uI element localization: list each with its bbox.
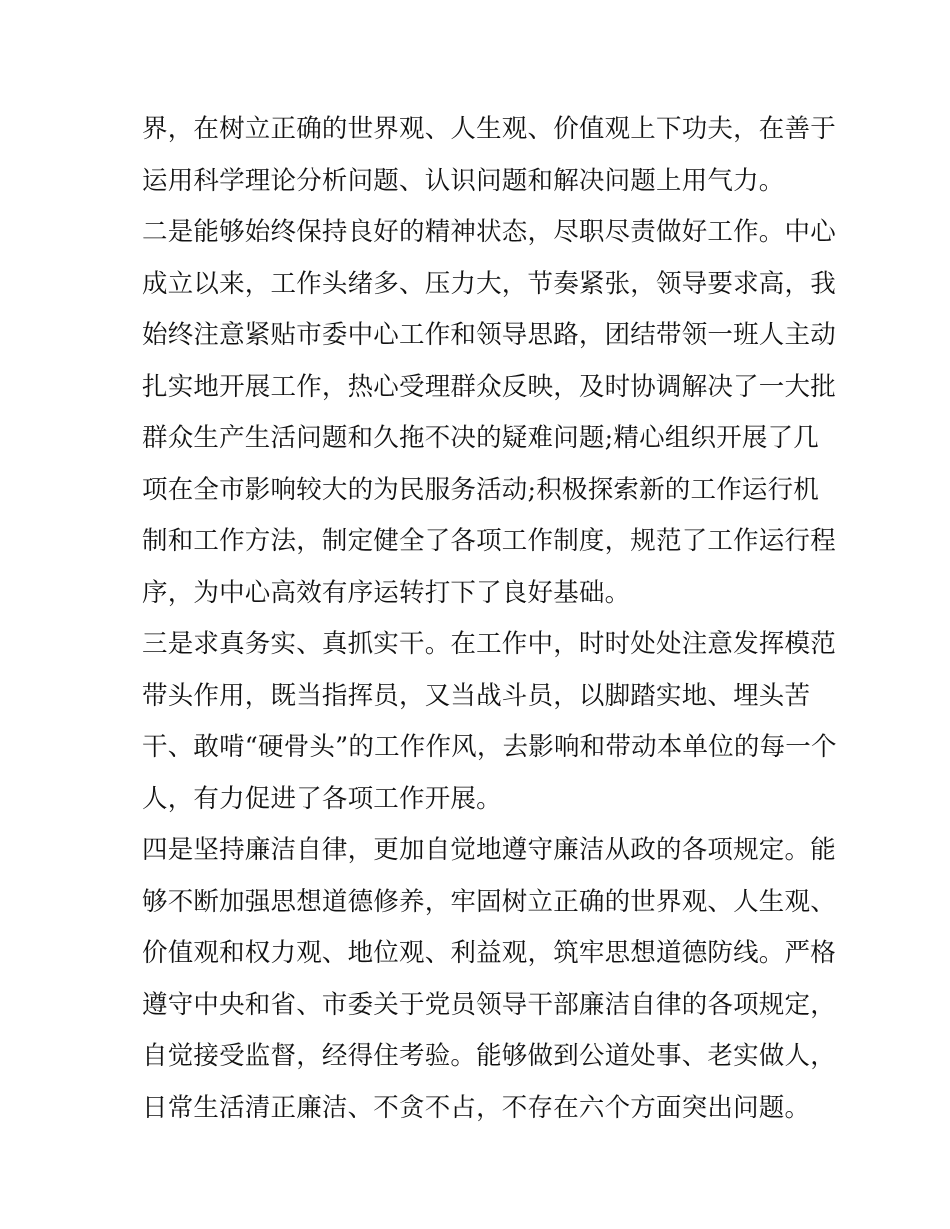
text-line: 四是坚持廉洁自律，更加自觉地遵守廉洁从政的各项规定。能 xyxy=(142,835,836,865)
text-line: 遵守中央和省、市委关于党员领导干部廉洁自律的各项规定， xyxy=(142,989,836,1020)
text-line: 日常生活清正廉洁、不贪不占，不存在六个方面突出问题。 xyxy=(142,1092,811,1123)
text-line: 序，为中心高效有序运转打下了良好基础。 xyxy=(142,577,631,608)
text-line: 人，有力促进了各项工作开展。 xyxy=(142,783,502,814)
text-line: 成立以来，工作头绪多、压力大，节奏紧张，领导要求高，我 xyxy=(142,268,836,299)
text-line: 带头作用，既当指挥员，又当战斗员，以脚踏实地、埋头苦 xyxy=(142,680,811,711)
text-line: 项在全市影响较大的为民服务活动;积极探索新的工作运行机 xyxy=(142,474,819,505)
text-line: 制和工作方法，制定健全了各项工作制度，规范了工作运行程 xyxy=(142,526,836,556)
text-line: 界，在树立正确的世界观、人生观、价值观上下功夫，在善于 xyxy=(142,114,836,144)
text-line: 运用科学理论分析问题、认识问题和解决问题上用气力。 xyxy=(142,165,785,196)
text-line: 干、敢啃“硬骨头”的工作作风，去影响和带动本单位的每一个 xyxy=(142,732,837,762)
text-line: 够不断加强思想道德修养，牢固树立正确的世界观、人生观、 xyxy=(142,886,836,917)
text-line: 始终注意紧贴市委中心工作和领导思路，团结带领一班人主动 xyxy=(142,320,836,350)
text-line: 自觉接受监督，经得住考验。能够做到公道处事、老实做人， xyxy=(142,1041,836,1071)
text-line: 价值观和权力观、地位观、利益观，筑牢思想道德防线。严格 xyxy=(142,938,836,968)
text-line: 群众生产生活问题和久拖不决的疑难问题;精心组织开展了几 xyxy=(142,423,819,453)
text-line: 三是求真务实、真抓实干。在工作中，时时处处注意发挥模范 xyxy=(142,629,836,659)
text-line: 扎实地开展工作，热心受理群众反映，及时协调解决了一大批 xyxy=(142,371,836,402)
body-text xyxy=(142,104,837,1134)
text-line: 二是能够始终保持良好的精神状态，尽职尽责做好工作。中心 xyxy=(142,217,836,247)
